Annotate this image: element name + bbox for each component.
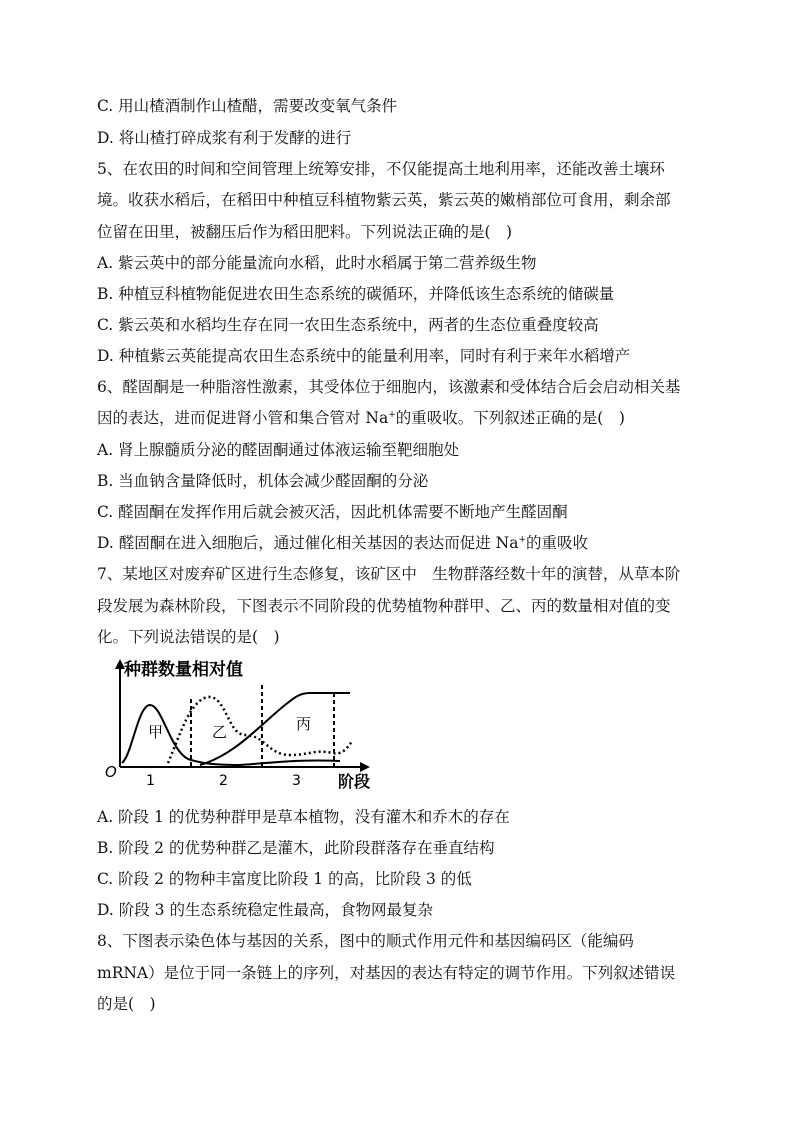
- q6-option-d-pre: D. 醛固酮在进入细胞后，通过催化相关基因的表达而促进 Na: [97, 534, 519, 552]
- q6-option-d-post: 的重吸收: [526, 534, 589, 552]
- sodium-charge: +: [388, 409, 396, 420]
- q7-stem-line2: 段发展为森林阶段，下图表示不同阶段的优势植物种群甲、乙、丙的数量相对值的变: [97, 597, 671, 615]
- q4-option-c: C. 用山楂酒制作山楂醋，需要改变氧气条件: [97, 97, 398, 115]
- q5-option-d: D. 种植紫云英能提高农田生态系统中的能量利用率，同时有利于来年水稻增产: [97, 347, 631, 365]
- q6-option-b: B. 当血钠含量降低时，机体会减少醛固酮的分泌: [97, 472, 429, 490]
- q7-option-c: C. 阶段 2 的物种丰富度比阶段 1 的高，比阶段 3 的低: [97, 870, 472, 888]
- q7-option-d: D. 阶段 3 的生态系统稳定性最高，食物网最复杂: [97, 901, 433, 919]
- x-axis-arrow: [360, 762, 370, 772]
- sodium-charge: +: [518, 534, 527, 545]
- q8-stem-line2: mRNA）是位于同一条链上的序列，对基因的表达有特定的调节作用。下列叙述错误: [97, 964, 676, 982]
- q8-stem-line3: 的是( ): [97, 995, 156, 1013]
- q6-stem-line2-post: 的重吸收。下列叙述正确的是( ): [395, 409, 625, 427]
- q5-stem-line2: 境。收获水稻后，在稻田中种植豆科植物紫云英，紫云英的嫩梢部位可食用，剩余部: [97, 191, 671, 209]
- q6-option-a: A. 肾上腺髓质分泌的醛固酮通过体液运输至靶细胞处: [97, 441, 460, 459]
- q4-option-d: D. 将山楂打碎成浆有利于发酵的进行: [97, 129, 352, 147]
- succession-figure: [100, 655, 400, 790]
- curve-yi: [168, 697, 352, 763]
- q7-option-a: A. 阶段 1 的优势种群甲是草本植物，没有灌木和乔木的存在: [97, 808, 510, 826]
- q5-option-a: A. 紫云英中的部分能量流向水稻，此时水稻属于第二营养级生物: [97, 254, 537, 272]
- q7-option-b: B. 阶段 2 的优势种群乙是灌木，此阶段群落存在垂直结构: [97, 839, 495, 857]
- q7-stem-line1: 7、某地区对废弃矿区进行生态修复，该矿区中 生物群落经数十年的演替，从草本阶: [97, 565, 681, 583]
- x-axis-label: 阶段: [338, 772, 371, 790]
- origin-label: O: [105, 763, 117, 781]
- stage-label-2: 2: [219, 773, 228, 789]
- q6-stem-line2-pre: 因的表达，进而促进肾小管和集合管对 Na: [97, 409, 389, 427]
- q7-stem-line3: 化。下列说法错误的是( ): [97, 628, 280, 646]
- q6-stem-line1: 6、醛固酮是一种脂溶性激素，其受体位于细胞内，该激素和受体结合后会启动相关基: [97, 378, 681, 396]
- q6-option-d: [97, 533, 588, 553]
- q6-stem-line2: [97, 408, 625, 428]
- q5-option-b: B. 种植豆科植物能促进农田生态系统的碳循环，并降低该生态系统的储碳量: [97, 285, 615, 303]
- curve-label-jia: 甲: [148, 723, 164, 741]
- q8-stem-line1: 8、下图表示染色体与基因的关系，图中的顺式作用元件和基因编码区（能编码: [97, 932, 634, 950]
- y-axis-label: 种群数量相对值: [124, 660, 243, 680]
- q5-stem-line3: 位留在田里，被翻压后作为稻田肥料。下列说法正确的是( ): [97, 223, 513, 241]
- stage-label-3: 3: [292, 773, 301, 789]
- curve-label-yi: 乙: [212, 723, 228, 741]
- curve-label-bing: 丙: [296, 715, 312, 733]
- stage-label-1: 1: [146, 773, 155, 789]
- q6-option-c: C. 醛固酮在发挥作用后就会被灭活，因此机体需要不断地产生醛固酮: [97, 503, 568, 521]
- q5-stem-line1: 5、在农田的时间和空间管理上统筹安排，不仅能提高土地利用率，还能改善土壤环: [97, 160, 665, 178]
- q5-option-c: C. 紫云英和水稻均生存在同一农田生态系统中，两者的生态位重叠度较高: [97, 316, 599, 334]
